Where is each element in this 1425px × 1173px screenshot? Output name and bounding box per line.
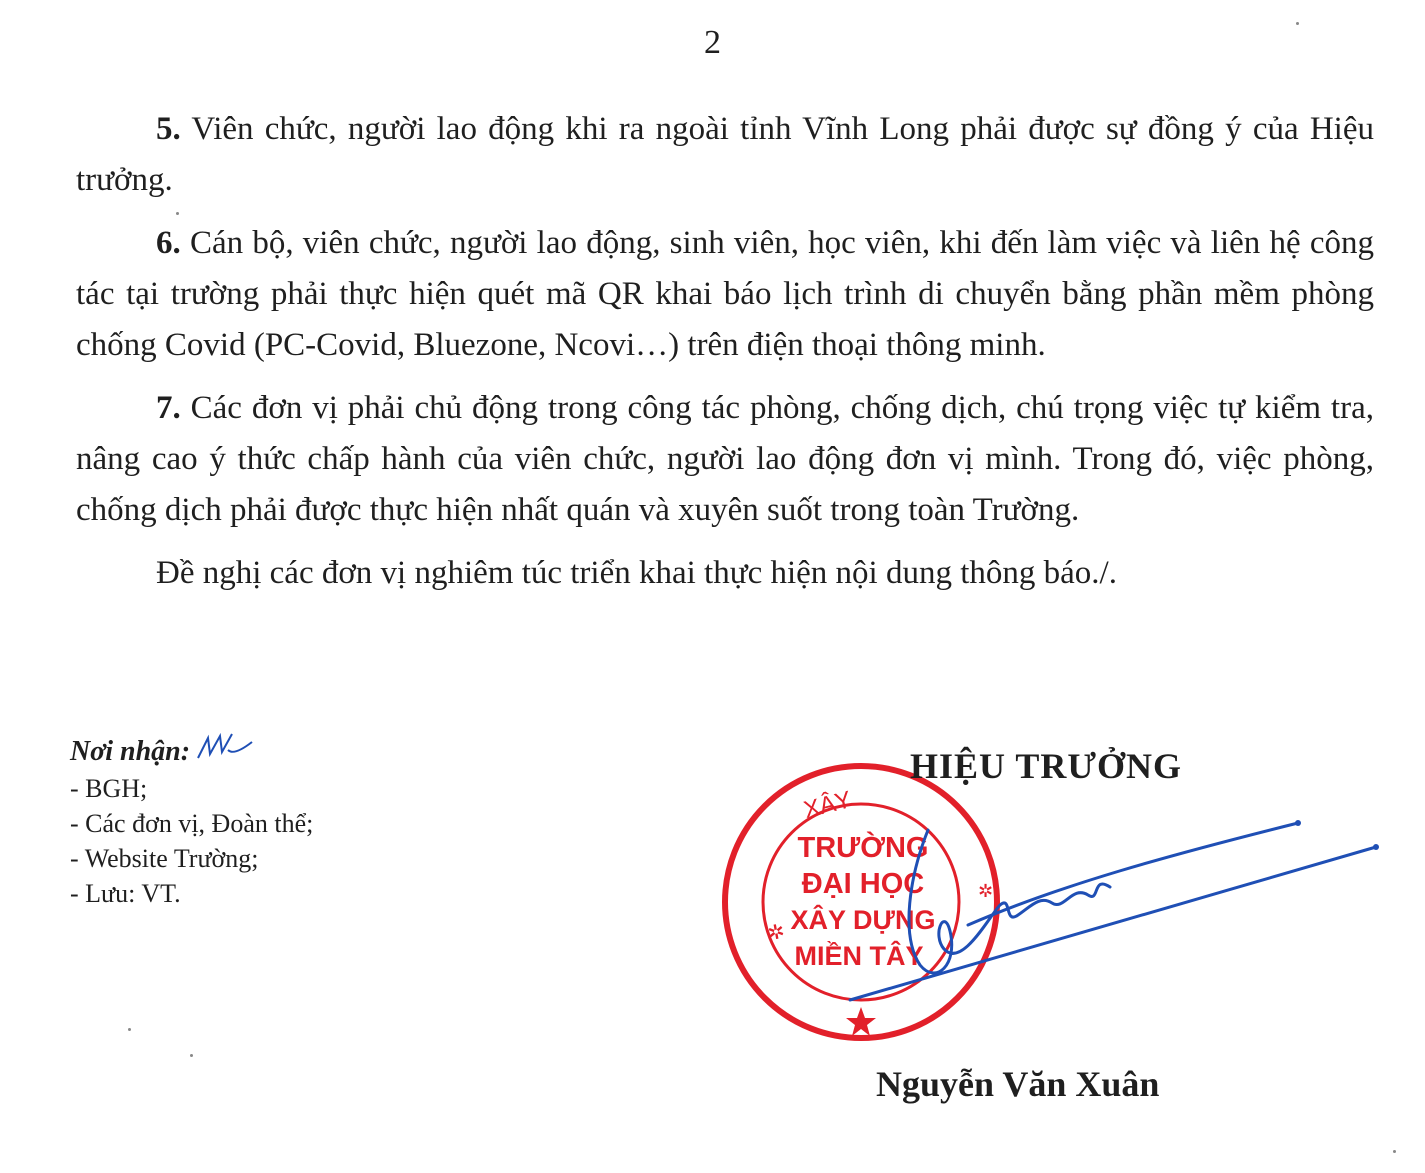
paragraph-6	[76, 218, 1374, 371]
seal-line-4: MIỀN TÂY	[794, 941, 924, 971]
paragraph-text: Các đơn vị phải chủ động trong công tác phòng, chống dịch, chú trọng việc tự kiểm tra, nâng cao ý thức chấp hành của viên chức, người lao động đơn vị mình. Trong đó, việc phòng, chống dịch phải được thực hiện nhất quán và xuyên suốt trong toàn Trường.	[76, 390, 1374, 528]
scan-speck	[128, 1028, 131, 1031]
initials-mark	[194, 730, 256, 764]
closing-statement: Đề nghị các đơn vị nghiêm túc triển khai thực hiện nội dung thông báo./.	[156, 555, 1117, 591]
recipient-item: - Các đơn vị, Đoàn thể;	[70, 809, 314, 838]
paragraph-5	[76, 104, 1374, 206]
recipient-item: - BGH;	[70, 774, 148, 803]
recipients-title-row	[70, 734, 590, 769]
scan-speck	[190, 1054, 193, 1057]
recipient-item: - Lưu: VT.	[70, 879, 181, 908]
svg-text:✲: ✲	[764, 920, 791, 944]
scan-speck	[1296, 22, 1299, 25]
seal-line-2: ĐẠI HỌC	[801, 868, 925, 900]
scan-speck	[1393, 1150, 1396, 1153]
paragraph-text: Cán bộ, viên chức, người lao động, sinh viên, học viên, khi đến làm việc và liên hệ công tác tại trường phải thực hiện quét mã QR khai báo lịch trình di chuyển bằng phần mềm phòng chống Covid (PC-Covid, Bluezone, Ncovi…) trên điện thoại thông minh.	[76, 225, 1374, 363]
signer-title: HIỆU TRƯỞNG	[910, 746, 1183, 786]
recipients-title: Nơi nhận:	[70, 736, 191, 767]
signature-block	[700, 735, 1400, 1135]
seal-line-3: XÂY DỰNG	[790, 905, 936, 935]
seal-line-1: TRƯỜNG	[797, 832, 929, 864]
recipient-item: - Website Trường;	[70, 844, 259, 873]
paragraph-number: 6.	[156, 225, 181, 261]
scan-speck	[176, 212, 179, 215]
paragraph-number: 5.	[156, 111, 181, 147]
recipients-block	[70, 734, 590, 911]
svg-text:✲: ✲	[978, 881, 994, 901]
page-number: 2	[704, 24, 721, 61]
paragraph-text: Viên chức, người lao động khi ra ngoài tỉnh Vĩnh Long phải được sự đồng ý của Hiệu trưởng.	[76, 111, 1374, 198]
paragraph-7	[76, 383, 1374, 536]
document-body	[76, 104, 1374, 611]
signer-name: Nguyễn Văn Xuân	[876, 1064, 1160, 1104]
paragraph-number: 7.	[156, 390, 181, 426]
seal-arc-text: XÂY	[801, 786, 855, 824]
handwritten-signature	[700, 735, 1400, 1065]
